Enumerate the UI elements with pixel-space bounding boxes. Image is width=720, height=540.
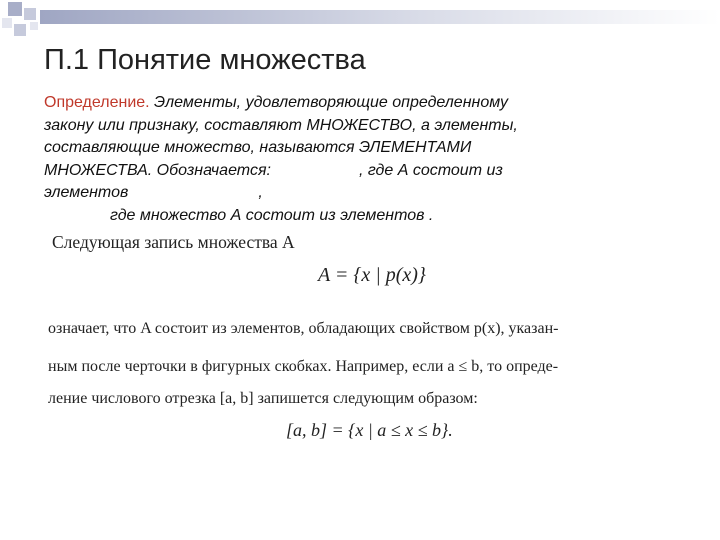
definition-line — [44, 160, 654, 183]
deco-square — [24, 8, 36, 20]
deco-square — [8, 2, 22, 16]
scan-paragraph: ление числового отрезка [a, b] запишется следующим образом: — [48, 390, 478, 407]
slide-title: П.1 Понятие множества — [44, 44, 366, 76]
corner-decoration — [0, 0, 720, 40]
definition-text: Обозначается: — [156, 161, 271, 179]
definition-text: элементов — [44, 184, 129, 201]
definition-text: , — [258, 184, 263, 201]
interval-formula: [a, b] = {x | a ≤ x ≤ b}. — [286, 420, 453, 440]
scan-heading: Следующая запись множества A — [52, 232, 295, 252]
header-bar — [40, 10, 720, 24]
set-formula: A = {x | p(x)} — [318, 264, 426, 286]
definition-text: Элементы, удовлетворяющие определенному — [149, 94, 508, 111]
definition-line — [44, 182, 654, 205]
deco-square — [30, 22, 38, 30]
definition-line: составляющие множество, называются ЭЛЕМЕНТАМИ — [44, 139, 472, 156]
deco-square — [14, 24, 26, 36]
scan-paragraph: ным после черточки в фигурных скобках. Например, если a ≤ b, то опреде- — [48, 358, 559, 375]
definition-block — [44, 92, 654, 227]
definition-lead: Определение. — [44, 94, 150, 111]
definition-line: где множество А состоит из элементов . — [110, 206, 434, 224]
definition-line — [44, 92, 654, 115]
definition-text: , где А состоит из — [358, 161, 503, 179]
definition-line: закону или признаку, составляют МНОЖЕСТВО, а элементы, — [44, 116, 518, 134]
scan-paragraph: означает, что A состоит из элементов, обладающих свойством p(x), указан- — [48, 320, 559, 337]
definition-text: МНОЖЕСТВА. — [44, 161, 153, 179]
deco-square — [2, 18, 12, 28]
